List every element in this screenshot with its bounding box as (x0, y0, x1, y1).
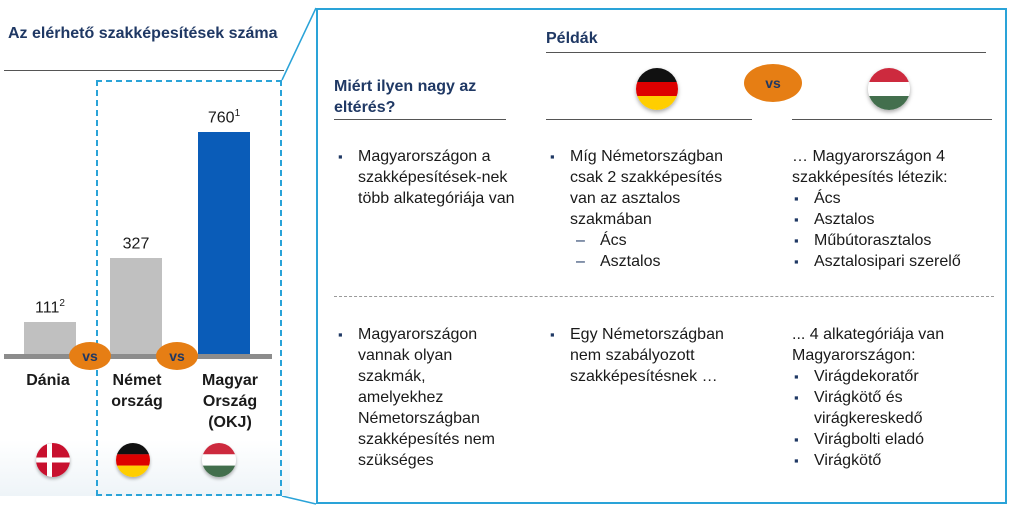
value-label-nemetorszag: 327 (122, 235, 150, 253)
flag-germany-icon (636, 68, 678, 110)
row1-hungary: … Magyarországon 4 szakképesítés létezik: ▪ Ács ▪ Asztalos ▪ Műbútorasztalos ▪ Asztalosipari szerelő (792, 146, 1004, 272)
row2-hungary: ... 4 alkategóriája van Magyarországon: ▪ Virágdekoratőr ▪ Virágkötő és virágkereskedő ▪ Virágbolti eladó ▪ Virágkötő (792, 324, 992, 471)
value-label-dania: $111^2$ (35, 298, 65, 317)
row2-reason: ▪ Magyarországon vannak olyan szakmák, amelyekhez Németországban szakképesítés nem szükséges (336, 324, 516, 471)
question-heading: Miért ilyen nagy az eltérés? (334, 78, 477, 116)
bar-chart (0, 0, 300, 511)
question-rule (334, 119, 506, 120)
country-label-dania: Dánia (26, 372, 70, 389)
row2-germany: ▪ Egy Németországban nem szabályozott szakképesítésnek … (548, 324, 748, 387)
vs-badge-1: vs (69, 342, 111, 370)
germany-column-rule (546, 119, 752, 120)
country-label-nemetorszag: Német ország (111, 372, 163, 410)
row1-reason: ▪ Magyarországon a szakképesítések-nek több alkategóriája van (336, 146, 516, 209)
row1-germany: ▪ Míg Németországban csak 2 szakképesítés van az asztalos szakmában – Ács – Asztalos (548, 146, 748, 272)
bar-dania (24, 322, 76, 354)
flag-denmark-icon (36, 443, 70, 477)
flag-germany-icon (116, 443, 150, 477)
vs-badge-2: vs (156, 342, 198, 370)
flag-hungary-icon (868, 68, 910, 110)
flag-hungary-icon (202, 443, 236, 477)
chart-title: Az elérhető szakképesítések száma (8, 25, 278, 42)
vs-badge-examples: vs (744, 64, 802, 102)
bar-nemetorszag (110, 258, 162, 354)
examples-title: Példák (546, 30, 598, 47)
country-label-magyarorszag: Magyar Ország (OKJ) (201, 372, 259, 431)
hungary-column-rule (792, 119, 992, 120)
chart-baseline (4, 354, 272, 359)
examples-title-rule (546, 52, 986, 53)
value-label-magyarorszag: $760^1$ (207, 108, 241, 127)
bar-magyarorszag (198, 132, 250, 354)
row-separator (334, 296, 994, 297)
